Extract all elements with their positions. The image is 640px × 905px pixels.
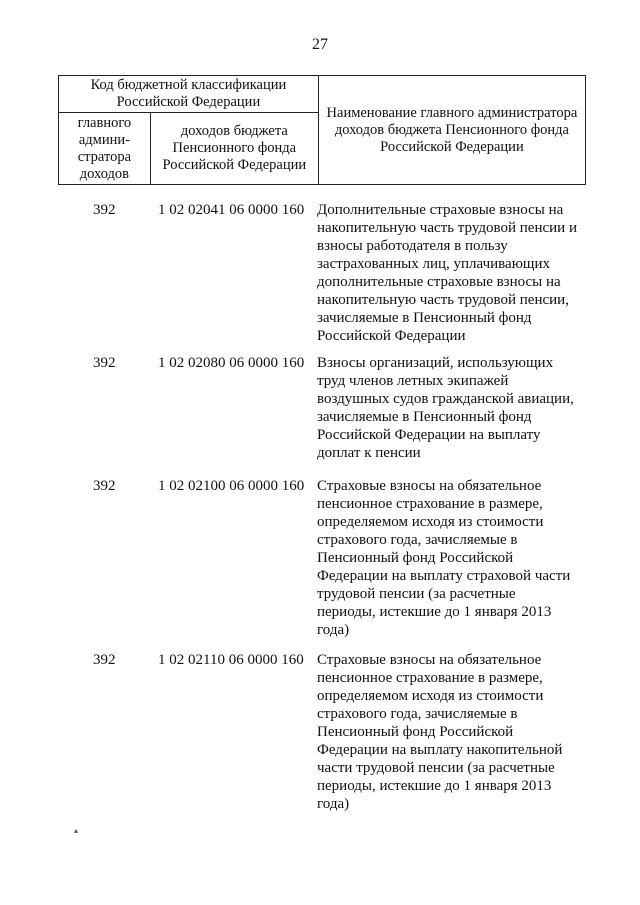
admin-code: 392 (93, 478, 116, 494)
entry-description: Страховые взносы на обязательное пенсионное страхование в размере, определяемом исходя из стоимости страхового года, зачисляемые в Пенсионный фонд Российской Федерации на выплату накопительной части трудовой пенсии (за расчетные периоды, истекшие до 1 января 2013 года) (317, 652, 563, 812)
revenue-code: 1 02 02041 06 0000 160 (158, 202, 305, 218)
admin-code: 392 (93, 652, 116, 668)
entry-description: Страховые взносы на обязательное пенсионное страхование в размере, определяемом исходя из стоимости страхового года, зачисляемые в Пенсионный фонд Российской Федерации на выплату страховой части трудовой пенсии (за расчетные периоды, истекшие до 1 января 2013 года) (317, 478, 571, 638)
header-revenue-column (150, 113, 318, 185)
entry-description: Дополнительные страховые взносы на накопительную часть трудовой пенсии и взносы работодателя в пользу застрахованных лиц, уплачивающих дополнительные страховые взносы на накопительную часть трудовой пенсии, зачисляемые в Пенсионный фонд Российской Федерации (317, 202, 577, 344)
header-admin-label: главного админи-стратора доходов (77, 114, 132, 182)
header-revenue-label: доходов бюджета Пенсионного фонда Российской Федерации (162, 123, 307, 173)
scan-artifact-dot: ▴ (74, 826, 79, 835)
header-code-group (59, 76, 319, 113)
admin-code: 392 (93, 202, 116, 218)
classification-header-table (58, 75, 586, 185)
revenue-code: 1 02 02100 06 0000 160 (158, 478, 305, 494)
header-admin-column (59, 113, 151, 185)
page-number: 27 (312, 36, 328, 53)
header-code-group-label: Код бюджетной классификации Российской Федерации (90, 77, 287, 110)
header-name-label: Наименование главного администратора доходов бюджета Пенсионного фонда Российской Федерации (326, 104, 578, 155)
admin-code: 392 (93, 355, 116, 371)
header-name-column (318, 76, 585, 185)
revenue-code: 1 02 02080 06 0000 160 (158, 355, 305, 371)
entry-description: Взносы организаций, использующих труд членов летных экипажей воздушных судов гражданской авиации, зачисляемые в Пенсионный фонд Российской Федерации на выплату доплат к пенсии (317, 355, 574, 461)
revenue-code: 1 02 02110 06 0000 160 (158, 652, 304, 668)
